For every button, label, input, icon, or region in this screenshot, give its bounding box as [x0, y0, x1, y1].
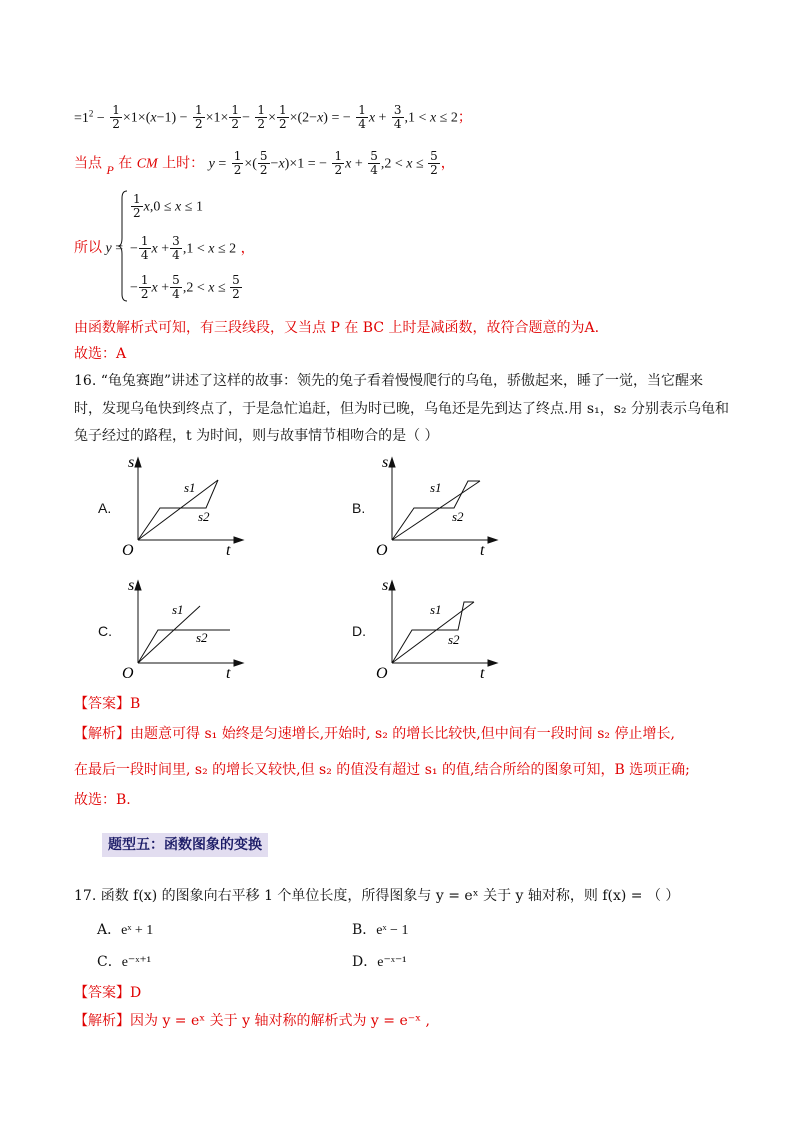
origin-label: O: [376, 542, 388, 559]
q17-option-d[interactable]: D．e⁻ˣ⁻¹: [352, 954, 407, 970]
q17-text: 17. 函数 f(x) 的图象向右平移 1 个单位长度，所得图象与 y = eˣ 关于 y 轴对称，则 f(x) = （ ）: [74, 888, 680, 904]
graph-b: [372, 455, 502, 560]
s2-label: s2: [196, 630, 208, 645]
equation-line: $=1^2$ − $\frac{1}{2}$ ×1×(x−1) − $\frac{1}{2}$ ×1× $\frac{1}{2}$ − $\frac{1}{2}$ × $\frac{1}{2}$ ×(2−x) = − $\frac{1}{4}$ x + $\frac{3}{4}$ ,1 < x ≤ 2；: [74, 103, 472, 132]
option-b-label[interactable]: B.: [352, 500, 366, 516]
s2-label: s2: [448, 632, 460, 647]
piecewise-case-3: − $\frac{1}{2}$ x + $\frac{5}{4}$ ,2 < x ≤ $\frac{5}{2}$: [130, 273, 240, 301]
q17-option-b[interactable]: B．eˣ − 1: [352, 922, 409, 938]
axis-s-label: s: [128, 455, 135, 471]
axes: [389, 458, 497, 543]
graph-c: [118, 578, 248, 683]
q16-text-3: 兔子经过的路程，t 为时间，则与故事情节相吻合的是（ ）: [74, 428, 439, 444]
piecewise-case-1: $\frac{1}{2}$ x,0 ≤ x ≤ 1: [133, 192, 203, 220]
origin-label: O: [122, 665, 134, 682]
q17-option-a[interactable]: A．eˣ + 1: [97, 922, 154, 938]
origin-label: O: [122, 542, 134, 559]
s2-label: s2: [198, 509, 210, 524]
axis-s-label: s: [382, 578, 389, 594]
s1-label: s1: [172, 602, 184, 617]
axis-s-label: s: [128, 578, 135, 594]
axis-t-label: t: [480, 542, 485, 559]
axis-t-label: t: [226, 665, 231, 682]
s2-line: [138, 630, 230, 663]
axis-s-label: s: [382, 455, 389, 471]
s1-line: [138, 606, 200, 663]
graph-a: [118, 455, 248, 560]
conclusion-line: 由函数解析式可知，有三段线段，又当点 P 在 BC 上时是减函数，故符合题意的为A.: [74, 320, 600, 336]
graph-d: [372, 578, 502, 683]
s1-label: s1: [184, 480, 196, 495]
axes: [135, 581, 243, 666]
s1-label: s1: [430, 602, 442, 617]
origin-label: O: [376, 665, 388, 682]
q16-analysis-1: 【解析】由题意可得 s₁ 始终是匀速增长,开始时, s₂ 的增长比较快,但中间有一段时间 s₂ 停止增长,: [74, 726, 675, 742]
q16-analysis-2: 在最后一段时间里, s₂ 的增长又较快,但 s₂ 的值没有超过 s₁ 的值,结合所给的图象可知，B 选项正确;: [74, 762, 690, 778]
s2-label: s2: [452, 509, 464, 524]
axis-t-label: t: [226, 542, 231, 559]
piecewise-brace: [118, 190, 128, 302]
option-c-label[interactable]: C.: [98, 623, 112, 639]
suoyi-label: 所以 y =: [74, 240, 124, 256]
cm-line: 当点 P 在 CM 上时： y = $\frac{1}{2}$ ×( $\frac{5}{2}$ −x)×1 = − $\frac{1}{2}$ x + $\frac{5}{4}$ ,2 < x ≤ $\frac{5}{2}$ ，: [74, 149, 455, 177]
option-d-label[interactable]: D.: [352, 623, 366, 639]
choose-a: 故选：A: [74, 346, 127, 362]
q16-text-2: 时，发现乌龟快到终点了，于是急忙追赶，但为时已晚，乌龟还是先到达了终点.用 s₁，s₂ 分别表示乌龟和: [74, 401, 729, 417]
q16-answer: 【答案】B: [74, 696, 141, 712]
q17-answer: 【答案】D: [74, 985, 142, 1001]
piecewise-case-2: − $\frac{1}{4}$ x + $\frac{3}{4}$ ,1 < x ≤ 2 ，: [130, 234, 255, 262]
option-a-label[interactable]: A.: [98, 500, 112, 516]
s1-label: s1: [430, 480, 442, 495]
q17-analysis: 【解析】因为 y = eˣ 关于 y 轴对称的解析式为 y = e⁻ˣ ,: [74, 1013, 430, 1029]
q17-option-c[interactable]: C．e⁻ˣ⁺¹: [97, 954, 151, 970]
q16-choose: 故选：B.: [74, 792, 131, 808]
section-title: 题型五：函数图象的变换: [102, 833, 268, 857]
axis-t-label: t: [480, 665, 485, 682]
q16-text-1: 16. “龟兔赛跑”讲述了这样的故事：领先的兔子看着慢慢爬行的乌龟，骄傲起来，睡了一觉，当它醒来: [74, 373, 704, 389]
